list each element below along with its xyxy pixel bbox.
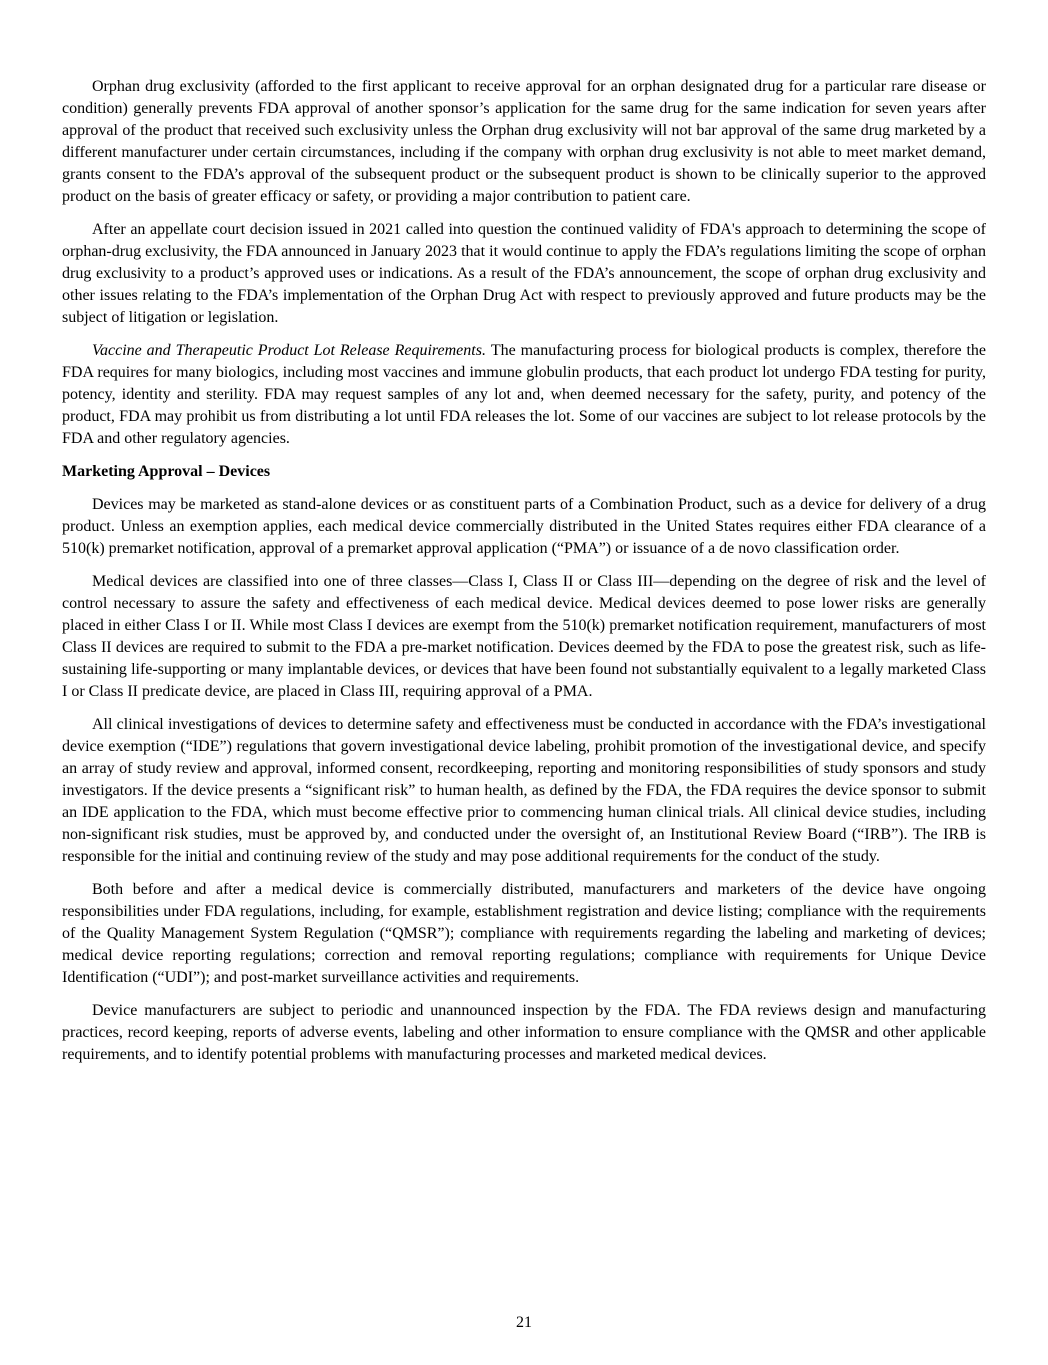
- paragraph-lot-release-body: The manufacturing process for biological products is complex, therefore the FDA requires for many biologics, including most vaccines and immune globulin products, that each product lot undergo FDA testing for purity, potency, identity and sterility. FDA may request samples of any lot and, when deemed necessary for the safety, purity, and potency of the product, FDA may prohibit us from distributing a lot until FDA releases the lot. Some of our vaccines are subject to lot release protocols by the FDA and other regulatory agencies.: [62, 342, 987, 447]
- page-footer: [0, 1312, 1048, 1334]
- paragraph-ongoing-responsibilities: Both before and after a medical device is commercially distributed, manufacturers and marketers of the device have ongoing responsibilities under FDA regulations, including, for example, establishment registration and device listing; compliance with the requirements of the Quality Management System Regulation (“QMSR”); compliance with requirements regarding the labeling and marketing of devices; medical device reporting regulations; correction and removal reporting regulations; compliance with requirements for Unique Device Identification (“UDI”); and post-market surveillance activities and requirements.: [62, 881, 986, 986]
- page-number: 21: [516, 1314, 532, 1331]
- section-heading-marketing-approval-devices: Marketing Approval – Devices: [62, 463, 271, 480]
- paragraph-device-inspections: Device manufacturers are subject to periodic and unannounced inspection by the FDA. The FDA reviews design and manufacturing practices, record keeping, reports of adverse events, labeling and other information to ensure compliance with the QMSR and other applicable requirements, and to identify potential problems with manufacturing processes and marketed medical devices.: [62, 1002, 986, 1063]
- paragraph-device-classes: Medical devices are classified into one of three classes—Class I, Class II or Class III—depending on the degree of risk and the level of control necessary to assure the safety and effectiveness of each medical device. Medical devices deemed to pose lower risks are generally placed in either Class I or II. While most Class I devices are exempt from the 510(k) premarket notification requirement, manufacturers of most Class II devices are required to submit to the FDA a pre-market notification. Devices deemed by the FDA to pose the greatest risk, such as life-sustaining life-supporting or many implantable devices, or devices that have been found not substantially equivalent to a legally marketed Class I or Class II predicate device, are placed in Class III, requiring approval of a PMA.: [62, 573, 986, 700]
- paragraph-lot-release-requirements: [62, 340, 986, 450]
- paragraph-orphan-drug-exclusivity: Orphan drug exclusivity (afforded to the first applicant to receive approval for an orphan designated drug for a particular rare disease or condition) generally prevents FDA approval of another sponsor’s application for the same drug for the same indication for seven years after approval of the product that received such exclusivity unless the Orphan drug exclusivity will not bar approval of the same drug marketed by a different manufacturer under certain circumstances, including if the company with orphan drug exclusivity is not able to meet market demand, grants consent to the FDA’s approval of the subsequent product or the subsequent product is shown to be clinically superior to the approved product on the basis of greater efficacy or safety, or providing a major contribution to patient care.: [62, 78, 986, 205]
- paragraph-appellate-court-decision: After an appellate court decision issued in 2021 called into question the continued validity of FDA's approach to determining the scope of orphan-drug exclusivity, the FDA announced in January 2023 that it would continue to apply the FDA’s regulations limiting the scope of orphan drug exclusivity to a product’s approved uses or indications. As a result of the FDA’s announcement, the scope of orphan drug exclusivity and other issues relating to the FDA’s implementation of the Orphan Drug Act with respect to previously approved and future products may be the subject of litigation or legislation.: [62, 221, 986, 326]
- paragraph-lead-italic: Vaccine and Therapeutic Product Lot Release Requirements.: [92, 342, 491, 359]
- paragraph-devices-marketed: Devices may be marketed as stand-alone devices or as constituent parts of a Combination Product, such as a device for delivery of a drug product. Unless an exemption applies, each medical device commercially distributed in the United States requires either FDA clearance of a 510(k) premarket notification, approval of a premarket approval application (“PMA”) or issuance of a de novo classification order.: [62, 496, 986, 557]
- paragraph-clinical-investigations: All clinical investigations of devices to determine safety and effectiveness must be conducted in accordance with the FDA’s investigational device exemption (“IDE”) regulations that govern investigational device labeling, prohibit promotion of the investigational device, and specify an array of study review and approval, informed consent, recordkeeping, reporting and monitoring responsibilities of study sponsors and study investigators. If the device presents a “significant risk” to human health, as defined by the FDA, the FDA requires the device sponsor to submit an IDE application to the FDA, which must become effective prior to commencing human clinical trials. All clinical device studies, including non-significant risk studies, must be approved by, and conducted under the oversight of, an Institutional Review Board (“IRB”). The IRB is responsible for the initial and continuing review of the study and may pose additional requirements for the conduct of the study.: [62, 716, 986, 865]
